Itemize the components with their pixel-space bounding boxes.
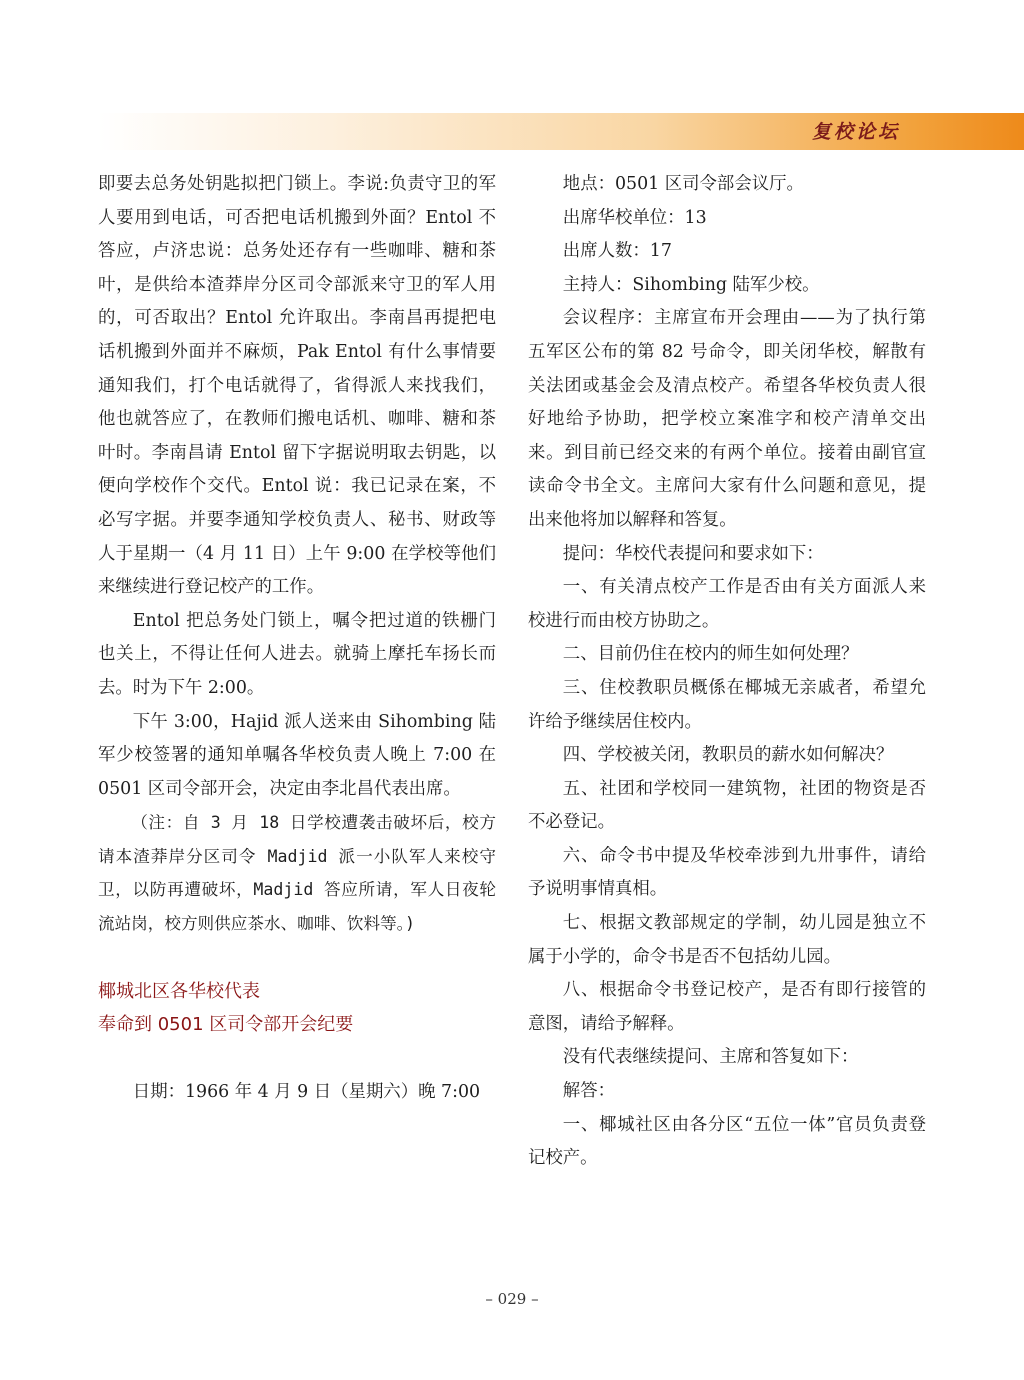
article-title-line-1: 椰城北区各华校代表 <box>98 980 260 1002</box>
paragraph: 出席华校单位：13 <box>562 207 707 228</box>
section-title: 复校论坛 <box>811 121 900 143</box>
paragraph: 一、椰城社区由各分区“五位一体”官员负责登记校产。 <box>528 1114 926 1169</box>
paragraph: 二、目前仍住在校内的师生如何处理？ <box>562 644 859 665</box>
left-column <box>98 168 496 1109</box>
date-line: 日期：1966 年 4 月 9 日（星期六）晚 7:00 <box>132 1081 481 1102</box>
paragraph: 一、有关清点校产工作是否由有关方面派人来校进行而由校方协助之。 <box>528 577 926 631</box>
paragraph: Entol 把总务处门锁上，嘱令把过道的铁栅门也关上，不得让任何人进去。就骑上摩托车扬长而去。时为下午 2:00。 <box>98 610 496 698</box>
page-number: – 029 – <box>485 1290 539 1308</box>
paragraph: 地点：0501 区司令部会议厅。 <box>562 174 804 194</box>
paragraph: 六、命令书中提及华校牵涉到九卅事件，请给予说明事情真相。 <box>528 845 926 900</box>
paragraph: 即要去总务处钥匙拟把门锁上。李说:负责守卫的军人要用到电话，可否把电话机搬到外面？Entol 不答应，卢济忠说：总务处还存有一些咖啡、糖和茶叶，是供给本渣莽岸分区司令部派来守卫的军人用的，可否取出？Entol 允许取出。李南昌再提把电话机搬到外面并不麻烦，Pak Entol 有什么事情要通知我们，打个电话就得了，省得派人来找我们，他也就答应了，在教师们搬电话机、咖啡、糖和茶叶时。李南昌请 Entol 留下字据说明取去钥匙，以便向学校作个交代。Entol 说：我已记录在案，不必写字据。并要李通知学校负责人、秘书、财政等人于星期一（4 月 11 日）上午 9:00 在学校等他们来继续进行登记校产的工作。 <box>98 174 496 598</box>
paragraph: 八、根据命令书登记校产，是否有即行接管的意图，请给予解释。 <box>528 980 926 1034</box>
paragraph: 四、学校被关闭，教职员的薪水如何解决？ <box>562 745 894 766</box>
right-column <box>528 168 926 1176</box>
paragraph: 七、根据文教部规定的学制，幼儿园是独立不属于小学的，命令书是否不包括幼儿园。 <box>528 913 926 967</box>
paragraph: 主持人：Sihombing 陆军少校。 <box>562 274 820 295</box>
paragraph: 提问：华校代表提问和要求如下： <box>562 543 824 564</box>
note-paragraph: （注：自 3 月 18 日学校遭袭击破坏后，校方请本渣莽岸分区司令 Madjid 派一小队军人来校守卫，以防再遭破坏，Madjid 答应所请，军人日夜轮流站岗，校方则供应茶水、咖啡、饮料等。) <box>98 813 496 934</box>
paragraph: 出席人数：17 <box>562 241 672 262</box>
paragraph: 三、住校教职员概係在椰城无亲戚者，希望允许给予继续居住校内。 <box>528 677 926 732</box>
paragraph: 解答： <box>562 1081 615 1102</box>
article-title-line-2: 奉命到 0501 区司令部开会纪要 <box>98 1014 354 1036</box>
paragraph: 下午 3:00，Hajid 派人送来由 Sihombing 陆军少校签署的通知单嘱各华校负责人晚上 7:00 在 0501 区司令部开会，决定由李北昌代表出席。 <box>98 711 496 799</box>
paragraph: 没有代表继续提问、主席和答复如下： <box>562 1047 859 1068</box>
paragraph: 会议程序：主席宣布开会理由——为了执行第五军区公布的第 82 号命令，即关闭华校，解散有关法团或基金会及清点校产。希望各华校负责人很好地给予协助，把学校立案准字和校产清单交出来。到目前已经交来的有两个单位。接着由副官宣读命令书全文。主席问大家有什么问题和意见，提出来他将加以解释和答复。 <box>528 308 926 530</box>
paragraph: 五、社团和学校同一建筑物，社团的物资是否不必登记。 <box>528 778 926 833</box>
